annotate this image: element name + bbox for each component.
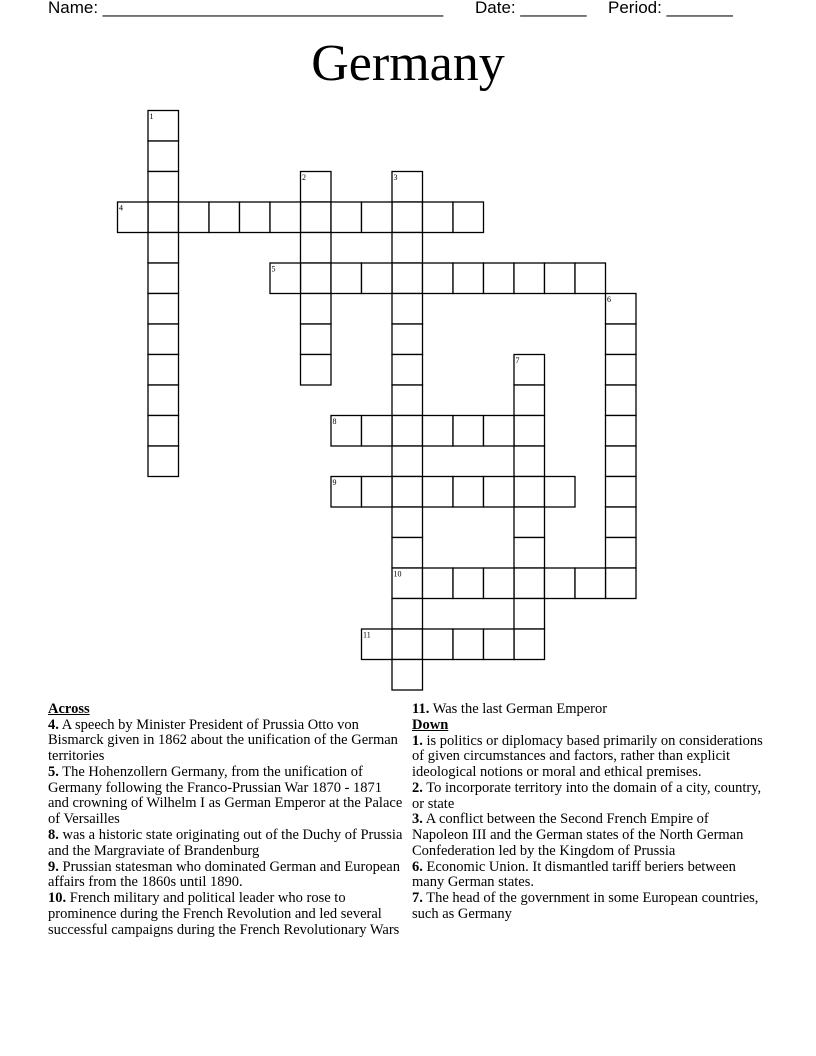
grid-cell[interactable] xyxy=(392,233,423,264)
grid-cell[interactable] xyxy=(392,477,423,508)
grid-cell[interactable] xyxy=(148,172,179,203)
grid-cell[interactable] xyxy=(362,416,393,447)
clue-number-label: 9 xyxy=(332,478,337,487)
clue-number: 2. xyxy=(412,779,423,796)
puzzle-title: Germany xyxy=(311,35,505,92)
grid-cell[interactable] xyxy=(575,263,606,294)
grid-cell[interactable] xyxy=(606,507,637,538)
clue-text: French military and political leader who rose to prominence during the French Revolution and led several successful campaigns during the French Revolutionary Wars xyxy=(48,890,400,938)
grid-cell[interactable] xyxy=(392,629,423,660)
name-field[interactable]: Name: ____________________________________ xyxy=(48,0,444,17)
grid-cell[interactable] xyxy=(606,355,637,386)
clue-number: 10. xyxy=(48,890,67,907)
clue-number-label: 6 xyxy=(607,295,611,304)
grid-cell[interactable] xyxy=(423,568,454,599)
clue-number: 1. xyxy=(412,732,423,749)
grid-cell[interactable] xyxy=(423,202,454,233)
grid-cell[interactable] xyxy=(392,660,423,691)
grid-cell[interactable] xyxy=(362,477,393,508)
date-field[interactable]: Date: _______ xyxy=(475,0,587,17)
clue-across-9 xyxy=(48,860,406,891)
clue-text: Economic Union. It dismantled tariff beriers between many German states. xyxy=(412,858,736,891)
clue-number: 11. xyxy=(412,701,430,717)
grid-cell[interactable] xyxy=(453,416,484,447)
grid-cell[interactable] xyxy=(148,263,179,294)
grid-cell[interactable] xyxy=(392,446,423,477)
clue-across-10 xyxy=(48,891,406,938)
grid-cell[interactable] xyxy=(453,202,484,233)
grid-cell[interactable] xyxy=(514,568,545,599)
grid-cell[interactable] xyxy=(301,202,332,233)
grid-cell[interactable] xyxy=(392,385,423,416)
clue-text: A conflict between the Second French Empire of Napoleon III and the German states of the North German Confederation led by the Kingdom of Prussia xyxy=(412,811,744,859)
grid-cell[interactable] xyxy=(514,385,545,416)
clue-text: To incorporate territory into the domain of a city, country, or state xyxy=(412,779,762,812)
grid-cell[interactable] xyxy=(392,355,423,386)
clue-number-label: 10 xyxy=(393,569,402,579)
grid-cell[interactable] xyxy=(606,446,637,477)
grid-cell[interactable] xyxy=(453,629,484,660)
grid-cell[interactable] xyxy=(392,507,423,538)
clue-number-label: 8 xyxy=(332,417,337,426)
grid-cell[interactable] xyxy=(606,324,637,355)
grid-cell[interactable] xyxy=(545,568,576,599)
clue-number: 5. xyxy=(48,764,59,780)
grid-cell[interactable] xyxy=(514,416,545,447)
grid-cell[interactable] xyxy=(301,233,332,264)
grid-cell[interactable] xyxy=(148,355,179,386)
clue-number: 3. xyxy=(412,811,423,828)
clues-column-right xyxy=(412,702,768,923)
clue-across-4 xyxy=(48,718,406,765)
grid-cell[interactable] xyxy=(545,477,576,508)
grid-cell[interactable] xyxy=(209,202,240,233)
grid-cell[interactable] xyxy=(484,629,515,660)
grid-cell[interactable] xyxy=(423,416,454,447)
clue-number-label: 3 xyxy=(393,173,398,182)
grid-cell[interactable] xyxy=(301,355,332,386)
clue-down-3 xyxy=(412,812,768,859)
clue-down-2 xyxy=(412,781,768,812)
grid-cell[interactable] xyxy=(392,263,423,294)
grid-cell[interactable] xyxy=(484,477,515,508)
clue-number: 8. xyxy=(48,827,59,843)
grid-cell[interactable] xyxy=(392,294,423,325)
grid-cell[interactable] xyxy=(514,507,545,538)
clue-text: The head of the government in some European countries, such as Germany xyxy=(412,890,759,923)
clue-text: is politics or diplomacy based primarily on considerations of given circumstances and factors, rather than explicit ideological notions or moral and ethical premises. xyxy=(412,732,763,780)
grid-cell[interactable] xyxy=(392,538,423,569)
grid-cell[interactable] xyxy=(301,294,332,325)
grid-cell[interactable] xyxy=(606,568,637,599)
grid-cell[interactable] xyxy=(545,263,576,294)
grid-cell[interactable] xyxy=(606,385,637,416)
grid-cell[interactable] xyxy=(606,538,637,569)
grid-cell[interactable] xyxy=(514,629,545,660)
grid-cell[interactable] xyxy=(148,416,179,447)
down-heading: Down xyxy=(412,716,449,733)
clue-text: The Hohenzollern Germany, from the unification of Germany following the Franco-Prussian War 1870 - 1871 and crowning of Wilhelm I as German Emperor at the Palace of Versailles xyxy=(48,764,403,828)
grid-cell[interactable] xyxy=(301,324,332,355)
grid-cell[interactable] xyxy=(148,294,179,325)
clue-number: 9. xyxy=(48,858,59,875)
grid-cell[interactable] xyxy=(514,477,545,508)
clue-across-11 xyxy=(412,702,768,718)
grid-cell[interactable] xyxy=(148,385,179,416)
clue-number-label: 1 xyxy=(149,112,154,121)
grid-cell[interactable] xyxy=(484,416,515,447)
grid-cell[interactable] xyxy=(148,324,179,355)
grid-cell[interactable] xyxy=(362,202,393,233)
grid-cell[interactable] xyxy=(148,141,179,172)
clue-text: A speech by Minister President of Prussia Otto von Bismarck given in 1862 about the unification of the German territories xyxy=(48,716,398,765)
clue-across-8 xyxy=(48,828,406,859)
grid-cell[interactable] xyxy=(392,324,423,355)
grid-cell[interactable] xyxy=(331,263,362,294)
clue-number-label: 4 xyxy=(119,203,123,213)
clue-text: was a historic state originating out of the Duchy of Prussia and the Margraviate of Brandenburg xyxy=(48,827,403,859)
grid-cell[interactable] xyxy=(423,263,454,294)
grid-cell[interactable] xyxy=(484,568,515,599)
clue-down-6 xyxy=(412,860,768,891)
clue-number-label: 5 xyxy=(271,264,276,274)
grid-cell[interactable] xyxy=(606,477,637,508)
grid-cell[interactable] xyxy=(270,202,301,233)
clue-number: 4. xyxy=(48,716,59,733)
grid-cell[interactable] xyxy=(606,416,637,447)
clue-down-7 xyxy=(412,891,768,922)
grid-cell[interactable] xyxy=(362,263,393,294)
across-heading: Across xyxy=(48,701,90,717)
grid-cell[interactable] xyxy=(453,263,484,294)
grid-cell[interactable] xyxy=(148,202,179,233)
clue-across-5 xyxy=(48,765,406,828)
clues-column-left xyxy=(48,702,406,938)
grid-cell[interactable] xyxy=(179,202,210,233)
grid-cell[interactable] xyxy=(392,416,423,447)
period-field[interactable]: Period: _______ xyxy=(608,0,733,17)
grid-cell[interactable] xyxy=(514,599,545,630)
grid-cell[interactable] xyxy=(514,263,545,294)
grid-cell[interactable] xyxy=(453,477,484,508)
grid-cell[interactable] xyxy=(148,233,179,264)
grid-cell[interactable] xyxy=(514,538,545,569)
grid-cell[interactable] xyxy=(514,446,545,477)
grid-cell[interactable] xyxy=(392,202,423,233)
grid-cell[interactable] xyxy=(301,263,332,294)
grid-cell[interactable] xyxy=(423,477,454,508)
clue-number-label: 2 xyxy=(302,173,306,182)
clue-text: Was the last German Emperor xyxy=(432,701,608,717)
grid-cell[interactable] xyxy=(453,568,484,599)
clue-number-label: 7 xyxy=(515,356,520,365)
grid-cell[interactable] xyxy=(575,568,606,599)
grid-cell[interactable] xyxy=(331,202,362,233)
clue-text: Prussian statesman who dominated German and European affairs from the 1860s until 1890. xyxy=(48,858,400,891)
clue-number: 7. xyxy=(412,890,423,907)
grid-cell[interactable] xyxy=(423,629,454,660)
grid-cell[interactable] xyxy=(148,446,179,477)
clue-number: 6. xyxy=(412,858,423,875)
grid-cell[interactable] xyxy=(484,263,515,294)
clue-down-1 xyxy=(412,734,768,781)
grid-cell[interactable] xyxy=(392,599,423,630)
clue-number-label: 11 xyxy=(363,630,371,640)
grid-cell[interactable] xyxy=(240,202,271,233)
